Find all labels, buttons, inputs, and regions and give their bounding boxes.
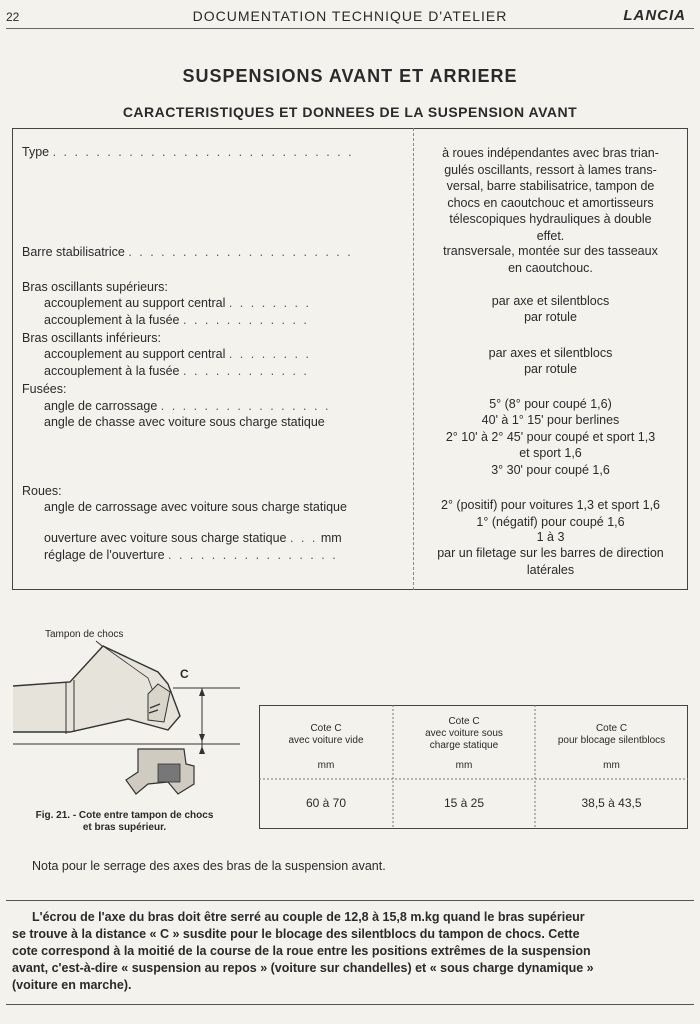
cote-header-silentblocs: Cote C pour blocage silentblocs bbox=[557, 723, 666, 746]
spec-value-bras-inf-fusee: par rotule bbox=[524, 362, 577, 376]
spec-label-bras-sup: Bras oscillants supérieurs: bbox=[22, 280, 168, 294]
spec-label-bras-inf: Bras oscillants inférieurs: bbox=[22, 331, 161, 345]
spec-value-bras-sup-fusee: par rotule bbox=[524, 310, 577, 324]
spec-value-barre: transversale, montée sur des tasseaux en caoutchouc. bbox=[443, 244, 658, 275]
spec-label-bras-inf-fusee: accouplement à la fusée . . . . . . . . . . . . bbox=[44, 364, 309, 378]
spec-label-chasse: angle de chasse avec voiture sous charge statique bbox=[44, 415, 325, 429]
cote-value-statique: 15 à 25 bbox=[443, 796, 485, 810]
tampon-label: Tampon de chocs bbox=[45, 629, 124, 640]
spec-label-bras-sup-central: accouplement au support central . . . . . . . . bbox=[44, 296, 311, 310]
spec-value-chasse: 40' à 1° 15' pour berlines 2° 10' à 2° 45' pour coupé et sport 1,3 et sport 1,6 3° 30' pour coupé 1,6 bbox=[445, 413, 656, 477]
cote-header-vide: Cote C avec voiture vide bbox=[288, 723, 364, 746]
suspension-diagram bbox=[8, 624, 248, 804]
paragraph-bottom-rule bbox=[6, 1004, 694, 1005]
spec-label-carrossage: angle de carrossage . . . . . . . . . . . . . . . . bbox=[44, 399, 331, 413]
nota-text: Nota pour le serrage des axes des bras de la suspension avant. bbox=[32, 859, 386, 873]
brand-logo: LANCIA bbox=[623, 7, 686, 24]
spec-table-divider bbox=[413, 128, 414, 590]
spec-label-roues-carrossage: angle de carrossage avec voiture sous charge statique bbox=[44, 500, 347, 514]
cote-unit-statique: mm bbox=[455, 760, 473, 771]
spec-label-type: Type . . . . . . . . . . . . . . . . . . . . . . . . . . . . bbox=[22, 145, 354, 159]
header-title: DOCUMENTATION TECHNIQUE D'ATELIER bbox=[192, 8, 508, 24]
cote-unit-vide: mm bbox=[317, 760, 335, 771]
spec-label-fusees: Fusées: bbox=[22, 382, 67, 396]
spec-value-carrossage: 5° (8° pour coupé 1,6) bbox=[489, 397, 612, 411]
spec-value-bras-inf-central: par axes et silentblocs bbox=[488, 346, 613, 360]
spec-value-type: à roues indépendantes avec bras trian- gulés oscillants, ressort à lames trans- versal, barre stabilisatrice, tampon de chocs en caoutchouc et amortisseurs télescopiques hydrauliques à double effet. bbox=[442, 146, 659, 243]
cote-value-silentblocs: 38,5 à 43,5 bbox=[581, 796, 642, 810]
section-subtitle: CARACTERISTIQUES ET DONNEES DE LA SUSPENSION AVANT bbox=[122, 104, 578, 120]
spec-value-bras-sup-central: par axe et silentblocs bbox=[491, 294, 610, 308]
page-title: SUSPENSIONS AVANT ET ARRIERE bbox=[182, 66, 518, 86]
spec-label-barre: Barre stabilisatrice . . . . . . . . . . . . . . . . . . . . . bbox=[22, 245, 353, 259]
spec-label-roues: Roues: bbox=[22, 484, 62, 498]
spec-value-reglage: par un filetage sur les barres de direction latérales bbox=[437, 546, 664, 577]
spec-label-bras-inf-central: accouplement au support central . . . . . . . . bbox=[44, 347, 311, 361]
torque-paragraph: L'écrou de l'axe du bras doit être serré au couple de 12,8 à 15,8 m.kg quand le bras supérieur se trouve à la distance « C » susdite pour le blocage des silentblocs du tampon de chocs. Cette cote correspond à la moitié de la course de la roue entre les positions extrêmes de la suspension avant, c'est-à-dire « suspension au repos » (voiture sur chandelles) et « sous charge dynamique » (voiture en marche). bbox=[12, 910, 594, 992]
paragraph-top-rule bbox=[6, 900, 694, 901]
dimension-c-label: C bbox=[180, 667, 189, 681]
spec-value-roues-carrossage: 2° (positif) pour voitures 1,3 et sport 1,6 1° (négatif) pour coupé 1,6 bbox=[441, 498, 660, 529]
spec-label-ouverture: ouverture avec voiture sous charge statique . . . mm bbox=[44, 531, 342, 545]
spec-label-bras-sup-fusee: accouplement à la fusée . . . . . . . . . . . . bbox=[44, 313, 309, 327]
cote-header-statique: Cote C avec voiture sous charge statique bbox=[425, 716, 503, 751]
page-number: 22 bbox=[6, 10, 20, 24]
figure-caption: Fig. 21. - Cote entre tampon de chocs et bras supérieur. bbox=[35, 810, 214, 833]
spec-value-ouverture: 1 à 3 bbox=[536, 530, 565, 544]
cote-value-vide: 60 à 70 bbox=[305, 796, 347, 810]
spec-label-reglage: réglage de l'ouverture . . . . . . . . . . . . . . . . bbox=[44, 548, 338, 562]
cote-unit-silentblocs: mm bbox=[603, 760, 620, 771]
header-rule bbox=[6, 28, 694, 29]
